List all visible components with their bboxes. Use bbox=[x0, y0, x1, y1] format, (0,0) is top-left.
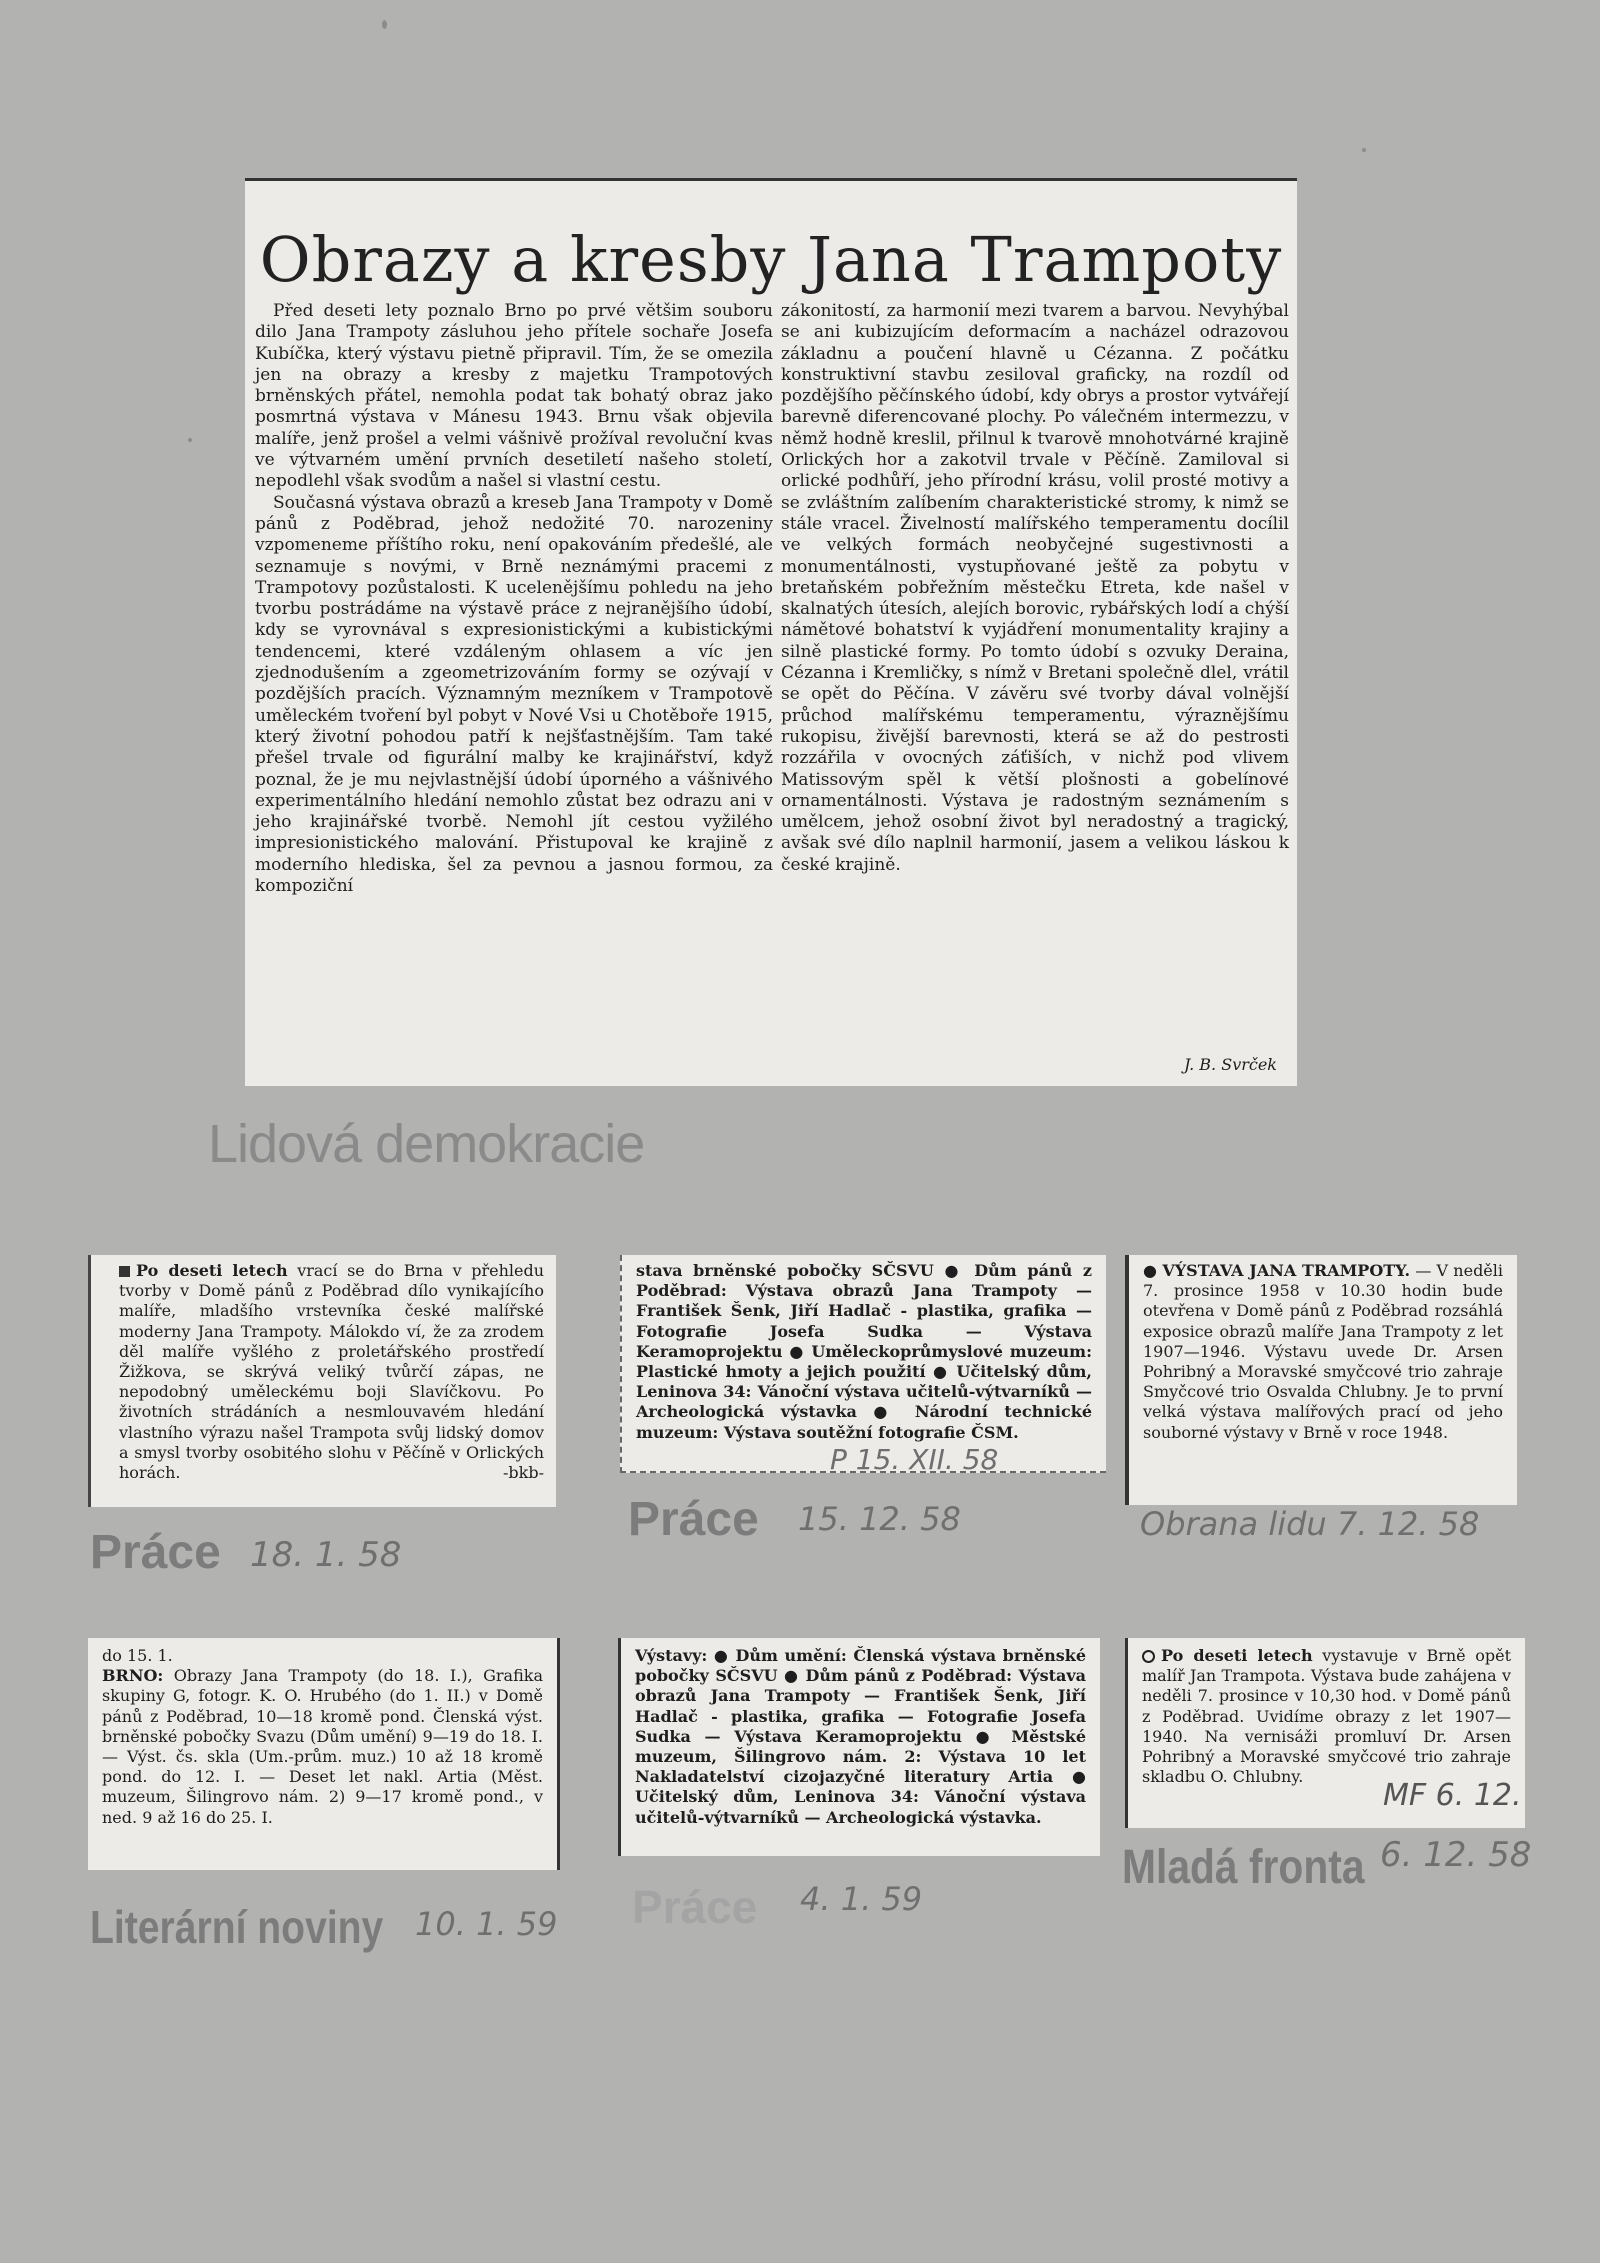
main-article-clipping bbox=[245, 178, 1297, 1086]
clipping-prace-1 bbox=[88, 1255, 556, 1507]
source-masthead-mlada-fronta: Mladá fronta bbox=[1122, 1841, 1365, 1894]
clip-text: Obrazy Jana Trampoty (do 18. I.), Grafika skupiny G, fotogr. K. O. Hrubého (do 1. II.) v Domě pánů z Poděbrad, 10—18 kromě pond. Členská výst. brněnské pobočky Svazu (Dům umění) 9—19 do 18. I. — Výst. čs. skla (Um.-prům. muz.) 10 až 18 kromě pond. do 12. I. — Deset let nakl. Artia (Měst. muzeum, Šilingrovo nám. 2) 9—17 kromě pond., v ned. 9 až 16 do 25. I. bbox=[102, 1666, 543, 1827]
clip-top-line: do 15. 1. bbox=[102, 1646, 173, 1665]
article-right-column bbox=[781, 301, 1289, 876]
clip-lead: VÝSTAVA JANA TRAMPOTY. bbox=[1162, 1261, 1411, 1280]
handwritten-date: 18. 1. 58 bbox=[250, 1535, 402, 1575]
square-bullet-icon bbox=[119, 1266, 130, 1277]
clip-lead: BRNO: bbox=[102, 1666, 164, 1686]
handwritten-source: Obrana lidu 7. 12. 58 bbox=[1140, 1505, 1480, 1543]
clip-text: — V neděli 7. prosince 1958 v 10.30 hodin bude otevřena v Domě pánů z Poděbrad rozsáhlá exposice obrazů malíře Jana Trampoty z let 1907—1946. Výstavu uvede Dr. Arsen Pohribný a Moravské smyčcové trio zahraje Smyčcové trio Osvalda Chlubny. Je to první velká výstava malířových prací od jeho souborné výstavy v Brně v roce 1948. bbox=[1143, 1261, 1504, 1442]
handwritten-date: 15. 12. 58 bbox=[798, 1500, 961, 1538]
source-masthead-prace: Práce bbox=[628, 1493, 759, 1546]
article-paragraph: Před deseti lety poznalo Brno po prvé většim souboru dilo Jana Trampoty zásluhou jeho přítele sochaře Josefa Kubíčka, který výstavu pietně připravil. Tím, že se omezila jen na obrazy a kresby z majetku Trampotových brněnských přátel, nemohla podat tak bohatý obraz jako posmrtná výstava v Mánesu 1943. Brnu však objevila malíře, jenž prošel a velmi vášnivě prožíval revoluční kvas ve výtvarném umění prvních desetiletí našeho století, nepodlehl však svodům a našel si vlastní cestu. bbox=[255, 301, 773, 492]
article-paragraph: zákonitostí, za harmonií mezi tvarem a barvou. Nevyhýbal se ani kubizujícím deformacím a nacházel odrazovou základnu a poučení hlavně u Cézanna. Z počátku konstruktivní stavbu zesiloval graficky, na rozdíl od pozdějšího pěčínského údobí, kdy obrys a prostor vytvářejí barevně diferencované plochy. Po válečném intermezzu, v němž hodně kreslil, přilnul k tvarově mnohotvárné krajině Orlických hor a zakotvil trvale v Pěčíně. Zamiloval si orlické podhůří, jeho přírodní krásu, volil prosté motivy a se zvláštním zalíbením charakteristické stromy, k nimž se stále vracel. Živelností malířského temperamentu docílil ve velkých formách neobyčejné sugestivnosti a monumentálnosti, vystupňované ještě za pobytu v bretaňském pobřežním městečku Etreta, kde našel v skalnatých útesích, alejích borovic, rybářských lodí a chýší námětové bohatství k vyjádření monumentality krajiny a silně plastické formy. Po tomto údobí s ozvuky Deraina, Cézanna i Kremličky, s nímž v Bretani společně dlel, vrátil se opět do Pěčína. V závěru své tvorby dával volnější průchod malířskému temperamentu, výraznějšímu rukopisu, živější barevnosti, která se až do pestrosti rozzářila v ovocných záťiších, v nichž pod vlivem Matissovým spěl k větší plošnosti a gobelínové ornamentálnosti. Výstava je radostným seznámením s umělcem, jehož osobní život byl neradostný a tragický, avšak své dílo naplnil harmonií, jasem a velikou láskou k české krajině. bbox=[781, 301, 1289, 875]
clip-text: vystavuje v Brně opět malíř Jan Trampota. Výstava bude zahájena v neděli 7. prosince v 10,30 hod. v Domě pánů z Poděbrad. Uvidíme obrazy z let 1907—1940. Na vernisáži promluví Dr. Arsen Pohribný a Moravské smyčcové trio zahraje skladbu O. Chlubny. bbox=[1142, 1646, 1512, 1787]
article-title: Obrazy a kresby Jana Trampoty bbox=[259, 223, 1283, 296]
article-paragraph: Současná výstava obrazů a kreseb Jana Trampoty v Domě pánů z Poděbrad, jehož nedožité 70. narozeniny vzpomeneme příštího roku, není opakováním předešlé, ale seznamuje s novými, v Brně neznámými pracemi z Trampotovy pozůstalosti. K ucelenějšímu pohledu na jeho tvorbu postrádáme na výstavě práce z nejranějšího údobí, kdy se vyrovnával s expresionistickými a kubistickými tendencemi, které vzdáleným ohlasem a víc jen zjednodušením a zgeometrizováním formy se ozývají v pozdějších pracích. Významným mezníkem v Trampotově uměleckém tvoření byl pobyt v Nové Vsi u Chotěboře 1915, který životní pohodou patří k nejšťastnějším. Tam také přešel trvale od figurální malby ke krajinářství, když poznal, že je mu nejvlastnější údobí úporného a vášnivého experimentálního hledání nemohlo zůstat bez odrazu ani v jeho krajinářské tvorbě. Nemohl jít cestou vyžilého impresionistického malování. Přistupoval ke krajině z moderního hlediska, šel za pevnou a jasnou formou, za kompoziční bbox=[255, 492, 773, 897]
article-left-column bbox=[255, 301, 773, 897]
article-byline: J. B. Svrček bbox=[1183, 1055, 1277, 1074]
clip-lead: Po deseti letech bbox=[1161, 1646, 1313, 1665]
source-masthead-lidova: Lidová demokracie bbox=[208, 1114, 645, 1174]
handwritten-date: 6. 12. 58 bbox=[1380, 1835, 1532, 1875]
paper-speck bbox=[188, 438, 192, 442]
clip-text: Výstavy: ● Dům umění: Členská výstava brněnské pobočky SČSVU ● Dům pánů z Poděbrad: Výstava obrazů Jana Trampoty — František Šenk, Jiří Hadlač - plastika, grafika — Fotografie Josefa Sudka — Výstava Keramoprojektu ● Městské muzeum, Šilingrovo nám. 2: Výstava 10 let Nakladatelství cizojazyčné literatury Artia ● Učitelský dům, Leninova 34: Vánoční výstava učitelů-výtvarníků — Archeologická výstavka. bbox=[635, 1646, 1086, 1827]
clipping-prace-2 bbox=[620, 1255, 1106, 1473]
handwritten-date: 4. 1. 59 bbox=[800, 1880, 923, 1918]
source-masthead-literarni: Literární noviny bbox=[90, 1901, 384, 1953]
clipping-obrana-lidu bbox=[1125, 1255, 1517, 1505]
source-masthead-prace: Práce bbox=[90, 1526, 221, 1579]
clip-text: stava brněnské pobočky SČSVU ● Dům pánů z Poděbrad: Výstava obrazů Jana Trampoty — František Šenk, Jiří Hadlač - plastika, grafika — Fotografie Josefa Sudka — Výstava Keramoprojektu ● Uměleckoprůmyslové muzeum: Plastické hmoty a jejich použití ● Učitelský dům, Leninova 34: Vánoční výstava učitelů-výtvarníků — Archeologická výstavka ● Národní technické muzeum: Výstava soutěžní fotografie ČSM. bbox=[636, 1261, 1092, 1442]
source-masthead-prace: Práce bbox=[632, 1881, 758, 1933]
clip-signature: -bkb- bbox=[503, 1463, 544, 1483]
clip-text: vrací se do Brna v přehledu tvorby v Domě pánů z Poděbrad dílo vynikajícího malíře, mladšího vrstevníka české malířské moderny Jana Trampoty. Málokdo ví, že za zrodem děl malíře vyšlého z proletářského prostředí Žižkova, se skrývá veliký tvůrčí zápas, ne nepodobný uměleckému boji Slavíčkovu. Po životních strádáních a nesmlouvavém hledání vlastního výrazu našel Trampota svůj lidský domov a smysl tvorby osobitého slohu v Pěčíně v Orlických horách. bbox=[119, 1261, 545, 1483]
paper-speck bbox=[1362, 148, 1366, 152]
bullet-icon: ● bbox=[1143, 1261, 1158, 1280]
circle-bullet-icon bbox=[1142, 1650, 1155, 1663]
handwritten-date: MF 6. 12. bbox=[1383, 1778, 1522, 1813]
paper-speck bbox=[382, 20, 387, 29]
handwritten-date: 10. 1. 59 bbox=[415, 1905, 558, 1943]
clipping-prace-3 bbox=[618, 1638, 1100, 1856]
clip-lead: Po deseti letech bbox=[136, 1261, 288, 1280]
clipping-literarni-noviny bbox=[88, 1638, 560, 1870]
handwritten-date: P 15. XII. 58 bbox=[830, 1443, 999, 1476]
